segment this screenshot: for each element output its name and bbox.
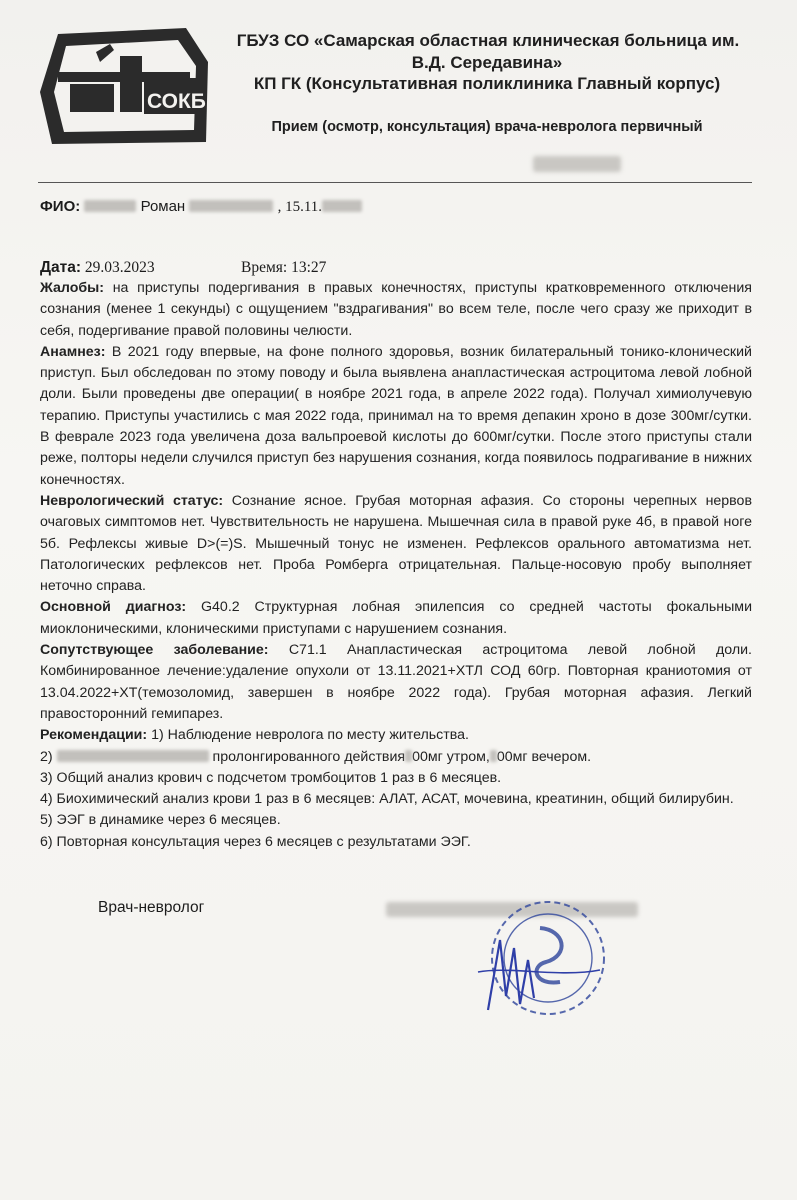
header-divider	[38, 182, 752, 183]
complaints-label: Жалобы:	[40, 280, 104, 296]
recommendation-6: 6) Повторная консультация через 6 месяцев с результатами ЭЭГ.	[40, 833, 471, 850]
date-label: Дата:	[40, 259, 82, 276]
org-name-line-3: КП ГК (Консультативная поликлиника Главный корпус)	[253, 74, 721, 93]
rec2-text-b: 00мг утром,	[412, 748, 490, 765]
neuro-status-section	[40, 491, 752, 597]
rec2-text-a: пролонгированного действия	[212, 748, 406, 765]
neuro-status-label: Неврологический статус:	[40, 492, 224, 509]
document-title: Прием (осмотр, консультация) врача-невролога первичный	[271, 119, 703, 135]
redacted-drug-name	[57, 750, 209, 762]
time-label: Время:	[241, 259, 288, 276]
comorbid-text: C71.1 Анапластическая астроцитома левой лобной доли. Комбинированное лечение:удаление опухоли от 13.11.2021+ХТЛ СОД 60гр. Повторная краниотомия от 13.04.2022+ХТ(темозоломид, завершен в ноябре 2022 года). Грубая моторная афазия. Легкий правосторонний гемипарез.	[40, 642, 752, 722]
org-name-line-1: ГБУЗ СО «Самарская областная клиническая больница им.	[236, 31, 740, 50]
redacted-surname	[84, 200, 136, 212]
redacted-dob-year	[322, 200, 362, 212]
comorbid-section	[40, 640, 752, 725]
recommendation-2	[40, 747, 752, 768]
recommendations-section	[40, 725, 752, 746]
comorbid-label: Сопутствующее заболевание:	[40, 642, 269, 659]
anamnesis-label: Анамнез:	[40, 343, 106, 360]
date-value: 29.03.2023	[84, 259, 155, 276]
recommendation-1: 1) Наблюдение невролога по месту жительства.	[151, 727, 469, 744]
recommendations-label: Рекомендации:	[40, 727, 148, 744]
complaints-section	[40, 278, 752, 342]
redacted-document-number	[533, 156, 621, 172]
redacted-dose-2	[490, 750, 497, 762]
time-block	[241, 259, 326, 277]
hospital-logo	[36, 22, 214, 148]
doctor-title: Врач-невролог	[98, 899, 205, 916]
rec2-text-c: 00мг вечером.	[496, 748, 592, 765]
redacted-patronymic	[189, 200, 273, 212]
recommendation-5: 5) ЭЭГ в динамике через 6 месяцев.	[40, 812, 281, 829]
recommendation-3: 3) Общий анализ крович с подсчетом тромбоцитов 1 раз в 6 месяцев.	[40, 769, 502, 786]
patient-line	[40, 198, 362, 216]
rec2-number: 2)	[40, 748, 53, 765]
fio-label: ФИО:	[40, 198, 81, 215]
doctor-stamp-signature	[470, 900, 630, 1030]
visit-date-time	[40, 259, 327, 277]
complaints-text: на приступы подергивания в правых конечностях, приступы кратковременного отключения сознания (менее 1 секунды) с ощущением "вздрагивания" во всем теле, после чего сразу же приходит в себя, подергивание правой половины челюсти.	[40, 280, 752, 339]
recommendation-4: 4) Биохимический анализ крови 1 раз в 6 месяцев: АЛАТ, АСАТ, мочевина, креатинин, общий билирубин.	[40, 791, 734, 808]
neuro-status-text: Сознание ясное. Грубая моторная афазия. Со стороны черепных нервов очаговых симптомов нет. Чувствительность не нарушена. Мышечная сила в правой руке 4б, в правой ноге 5б. Рефлексы живые D>(=)S. Мышечный тонус не изменен. Рефлексов орального автоматизма нет. Патологических рефлексов нет. Проба Ромберга отрицательная. Пальце-носовую пробу выполняет неточно справа.	[40, 492, 752, 595]
org-name-line-2: В.Д. Середавина»	[411, 53, 563, 72]
main-diagnosis-label: Основной диагноз:	[40, 599, 187, 616]
anamnesis-text: В 2021 году впервые, на фоне полного здоровья, возник билатеральный тонико-клонический приступ. Был обследован по этому поводу и была выявлена анапластическая астроцитома левой лобной доли. Были проведены две операции( в ноябре 2021 года, в апреле 2022 года). Получал химиолучевую терапию. Приступы участились с мая 2022 года, принимал на то время депакин хроно в дозе 300мг/сутки. В феврале 2023 года увеличена доза вальпроевой кислоты до 600мг/сутки. После этого приступы стали реже, полторы недели случился приступ без нарушения сознания, когда появилось подрагивание в нижних конечностях.	[40, 343, 752, 488]
redacted-dose-1	[405, 750, 412, 762]
svg-text:СОКБ: СОКБ	[147, 90, 206, 113]
patient-dob: , 15.11.	[277, 199, 323, 215]
patient-first-name: Роман	[140, 198, 186, 215]
main-diagnosis-section	[40, 597, 752, 640]
time-value: 13:27	[291, 259, 327, 276]
consultation-body	[40, 278, 752, 853]
anamnesis-section	[40, 342, 752, 491]
main-diagnosis-text: G40.2 Структурная лобная эпилепсия со средней частоты фокальными миоклоническими, клоническими приступами с нарушением сознания.	[40, 599, 752, 637]
